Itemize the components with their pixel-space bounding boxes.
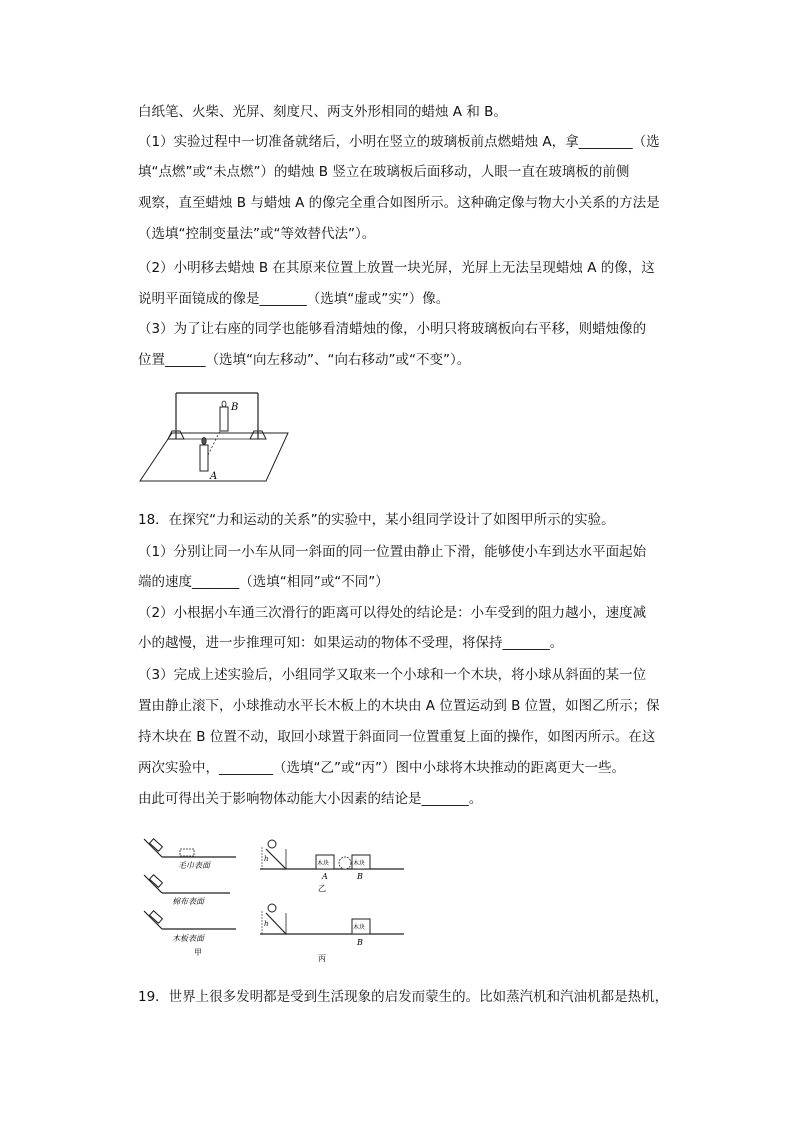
mirror-candle-figure [138, 385, 298, 485]
q17-part2-line2: 说明平面镜成的像是_______（选填“虚或”实”）像。 [138, 291, 450, 307]
position-b-label-bing: B [357, 938, 363, 947]
position-b-label-yi: B [357, 872, 363, 881]
candle-b-label: B [231, 402, 239, 413]
q18-part1-line1: （1）分别让同一小车从同一斜面的同一位置由静止下滑，能够使小车到达水平面起始 [138, 544, 647, 560]
q17-part1-line4: （选填“控制变量法”或“等效替代法”）。 [138, 226, 376, 242]
block-label-yi-b: 木块 [353, 860, 366, 867]
figure-jia-label: 甲 [194, 948, 202, 957]
cart-ramps-figure-jia [140, 833, 240, 963]
position-a-label-yi: A [322, 872, 328, 881]
q17-part3-line2: 位置______（选填“向左移动”、“向右移动”或“不变”）。 [138, 352, 471, 368]
figure-bing-label: 丙 [318, 954, 326, 963]
q18-part3-line3: 持木块在 B 位置不动，取回小球置于斜面同一位置重复上面的操作，如图丙所示。在这 [138, 729, 656, 745]
surface-cotton-label: 棉布表面 [172, 897, 204, 906]
q19-line1: 19．世界上很多发明都是受到生活现象的启发而蒙生的。比如蒸汽机和汽油机都是热机， [138, 989, 669, 1005]
q18-part3-line4: 两次实验中，________（选填“乙”或“丙”）图中小球将木块推动的距离更大一些。 [138, 760, 625, 776]
block-label-yi-a: 木块 [317, 860, 330, 867]
ball-block-figure [256, 833, 406, 968]
q18-title: 18．在探究“力和运动的关系”的实验中，某小组同学设计了如图甲所示的实验。 [138, 512, 615, 528]
block-label-bing: 木块 [353, 924, 366, 931]
surface-wood-label: 木板表面 [172, 934, 204, 943]
height-label-yi: h [264, 855, 269, 863]
q17-intro: 白纸笔、火柴、光屏、刻度尺、两支外形相同的蜡烛 A 和 B。 [138, 104, 507, 120]
height-label-bing: h [264, 920, 269, 928]
surface-towel-label: 毛巾表面 [178, 861, 210, 870]
q18-part3-line2: 置由静止滚下，小球推动水平长木板上的木块由 A 位置运动到 B 位置，如图乙所示；保 [138, 698, 660, 714]
q18-part3-line5: 由此可得出关于影响物体动能大小因素的结论是_______。 [138, 791, 483, 807]
q18-part2-line1: （2）小根据小车通三次滑行的距离可以得处的结论是：小车受到的阻力越小，速度减 [138, 605, 647, 621]
q17-part1-line2: 填“点燃”或“未点燃”）的蜡烛 B 竖立在玻璃板后面移动，人眼一直在玻璃板的前侧 [138, 164, 630, 180]
candle-a-label: A [210, 471, 218, 482]
figure-yi-label: 乙 [318, 884, 326, 893]
q17-part3-line1: （3）为了让右座的同学也能够看清蜡烛的像，小明只将玻璃板向右平移，则蜡烛像的 [138, 321, 647, 337]
q18-part3-line1: （3）完成上述实验后，小组同学又取来一个小球和一个木块，将小球从斜面的某一位 [138, 667, 647, 683]
q17-part2-line1: （2）小明移去蜡烛 B 在其原来位置上放置一块光屏，光屏上无法呈现蜡烛 A 的像，这 [138, 260, 655, 276]
q18-part2-line2: 小的越慢，进一步推理可知：如果运动的物体不受理，将保持_______。 [138, 635, 564, 651]
q17-part1-line1: （1）实验过程中一切准备就绪后，小明在竖立的玻璃板前点燃蜡烛 A，拿________（选 [138, 134, 660, 150]
q17-part1-line3: 观察，直至蜡烛 B 与蜡烛 A 的像完全重合如图所示。这种确定像与物大小关系的方法是 [138, 195, 660, 211]
q18-part1-line2: 端的速度_______（选填“相同”或“不同”） [138, 574, 389, 590]
